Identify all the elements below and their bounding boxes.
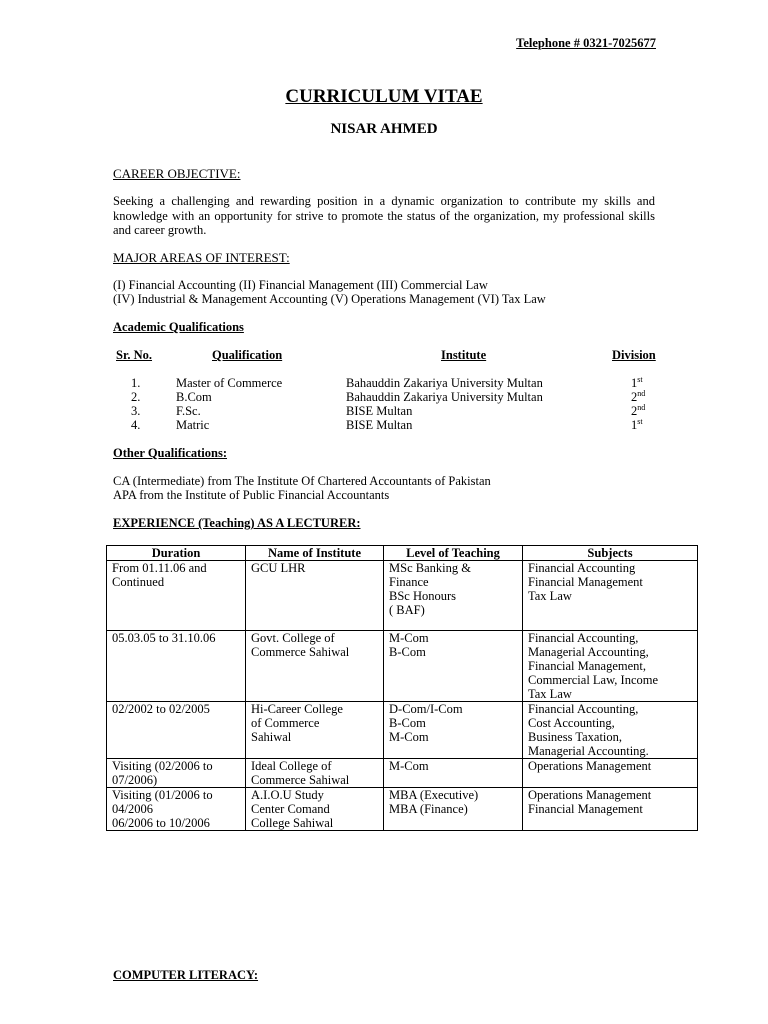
experience-header-row bbox=[107, 546, 698, 561]
experience-level: D-Com/I-Com B-Com M-Com bbox=[384, 702, 523, 759]
academic-row bbox=[0, 376, 768, 390]
other-qualifications-heading: Other Qualifications: bbox=[113, 446, 228, 460]
experience-level: MBA (Executive) MBA (Finance) bbox=[384, 788, 523, 831]
experience-col-level: Level of Teaching bbox=[384, 546, 523, 561]
academic-division: 1st bbox=[631, 416, 643, 432]
experience-institute: A.I.O.U Study Center Comand College Sahiwal bbox=[246, 788, 384, 831]
experience-col-subjects: Subjects bbox=[523, 546, 698, 561]
experience-institute: Ideal College of Commerce Sahiwal bbox=[246, 759, 384, 788]
experience-level: M-Com bbox=[384, 759, 523, 788]
experience-institute: GCU LHR bbox=[246, 561, 384, 631]
career-objective-heading: CAREER OBJECTIVE: bbox=[113, 166, 241, 181]
experience-duration: Visiting (02/2006 to 07/2006) bbox=[107, 759, 246, 788]
academic-institute: Bahauddin Zakariya University Multan bbox=[346, 376, 543, 390]
experience-subjects: Financial Accounting, Cost Accounting, Business Taxation, Managerial Accounting. bbox=[523, 702, 698, 759]
experience-col-duration: Duration bbox=[107, 546, 246, 561]
interests-heading: MAJOR AREAS OF INTEREST: bbox=[113, 250, 290, 265]
academic-sr: 4. bbox=[131, 418, 141, 432]
experience-heading: EXPERIENCE (Teaching) AS A LECTURER: bbox=[113, 516, 361, 530]
experience-duration: 05.03.05 to 31.10.06 bbox=[107, 631, 246, 702]
academic-institute: BISE Multan bbox=[346, 418, 413, 432]
academic-division: 2nd bbox=[631, 402, 646, 418]
academic-qualification: Master of Commerce bbox=[176, 376, 283, 390]
academic-row bbox=[0, 418, 768, 432]
experience-subjects: Operations Management Financial Management bbox=[523, 788, 698, 831]
academic-col-division: Division bbox=[612, 348, 656, 362]
academic-col-qualification: Qualification bbox=[212, 348, 283, 362]
experience-row bbox=[107, 631, 698, 702]
academic-col-institute: Institute bbox=[441, 348, 487, 362]
experience-col-institute: Name of Institute bbox=[246, 546, 384, 561]
experience-level: M-Com B-Com bbox=[384, 631, 523, 702]
experience-duration: Visiting (01/2006 to 04/2006 06/2006 to 10/2006 bbox=[107, 788, 246, 831]
interests-line: (IV) Industrial & Management Accounting (V) Operations Management (VI) Tax Law bbox=[113, 292, 546, 306]
other-qualification-line: APA from the Institute of Public Financial Accountants bbox=[113, 488, 390, 502]
academic-division: 1st bbox=[631, 374, 643, 390]
academic-col-sr: Sr. No. bbox=[116, 348, 153, 362]
experience-row bbox=[107, 759, 698, 788]
experience-row bbox=[107, 561, 698, 631]
experience-subjects: Operations Management bbox=[523, 759, 698, 788]
academic-sr: 1. bbox=[131, 376, 141, 390]
experience-duration: From 01.11.06 and Continued bbox=[107, 561, 246, 631]
academic-sr: 2. bbox=[131, 390, 141, 404]
experience-institute: Hi-Career College of Commerce Sahiwal bbox=[246, 702, 384, 759]
experience-row bbox=[107, 788, 698, 831]
experience-subjects: Financial Accounting Financial Management Tax Law bbox=[523, 561, 698, 631]
experience-subjects: Financial Accounting, Managerial Accounting, Financial Management, Commercial Law, Income Tax Law bbox=[523, 631, 698, 702]
academic-sr: 3. bbox=[131, 404, 141, 418]
experience-duration: 02/2002 to 02/2005 bbox=[107, 702, 246, 759]
academic-qualification: F.Sc. bbox=[176, 404, 201, 418]
experience-row bbox=[107, 702, 698, 759]
telephone: Telephone # 0321-7025677 bbox=[516, 36, 656, 50]
career-objective-text: Seeking a challenging and rewarding position in a dynamic organization to contribute my skills and knowledge with an opportunity for strive to promote the status of the organization, my professional skills and career growth. bbox=[113, 194, 655, 237]
academic-qualification: Matric bbox=[176, 418, 210, 432]
document-title: CURRICULUM VITAE bbox=[285, 86, 483, 107]
academic-row bbox=[0, 404, 768, 418]
computer-literacy-heading: COMPUTER LITERACY: bbox=[113, 968, 259, 982]
experience-institute: Govt. College of Commerce Sahiwal bbox=[246, 631, 384, 702]
experience-level: MSc Banking & Finance BSc Honours ( BAF) bbox=[384, 561, 523, 631]
academic-heading: Academic Qualifications bbox=[113, 320, 244, 334]
experience-table bbox=[106, 545, 698, 831]
academic-row bbox=[0, 390, 768, 404]
applicant-name: NISAR AHMED bbox=[330, 121, 438, 137]
academic-institute: BISE Multan bbox=[346, 404, 413, 418]
academic-division: 2nd bbox=[631, 388, 646, 404]
academic-qualification: B.Com bbox=[176, 390, 212, 404]
other-qualification-line: CA (Intermediate) from The Institute Of Chartered Accountants of Pakistan bbox=[113, 474, 491, 488]
academic-institute: Bahauddin Zakariya University Multan bbox=[346, 390, 543, 404]
interests-line: (I) Financial Accounting (II) Financial Management (III) Commercial Law bbox=[113, 278, 488, 292]
